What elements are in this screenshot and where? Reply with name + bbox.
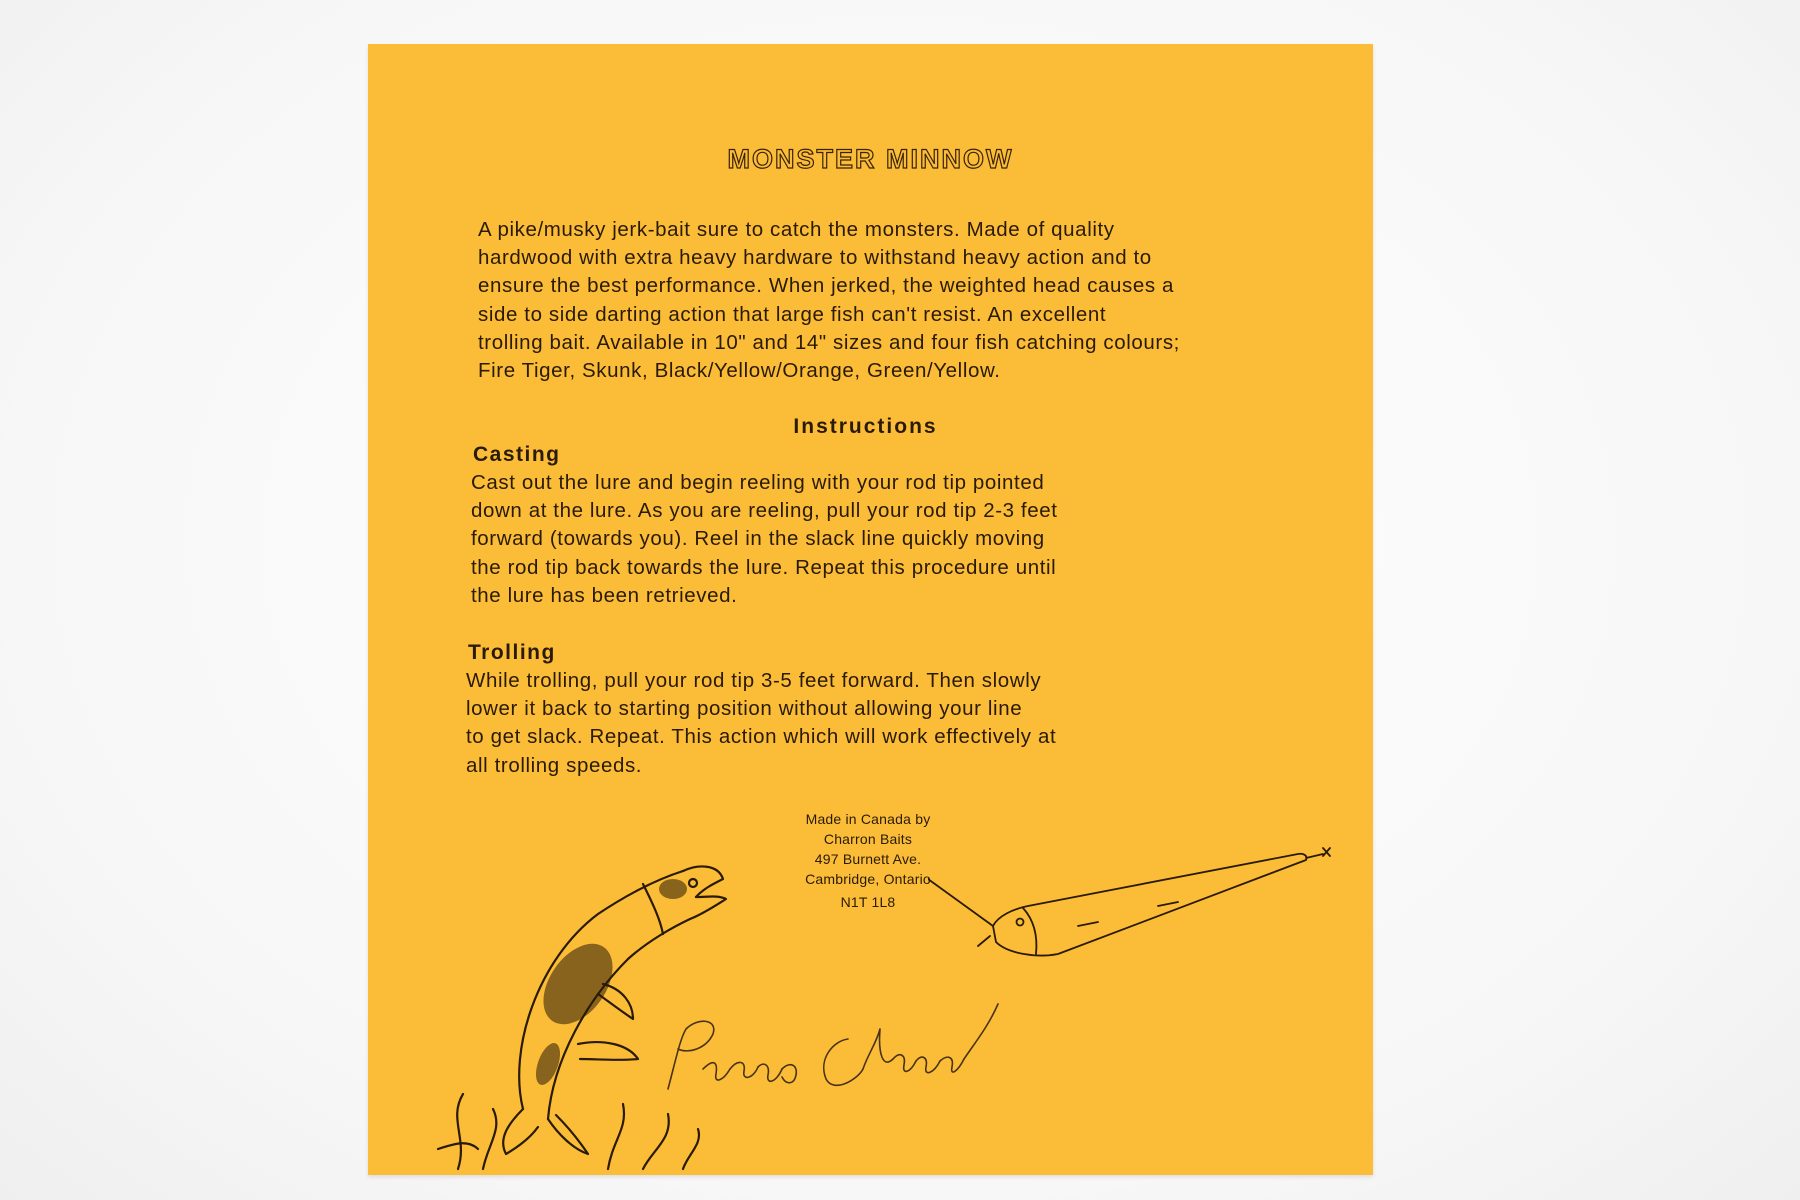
product-description: A pike/musky jerk-bait sure to catch the monsters. Made of quality hardwood with extra heavy hardware to withstand heavy action and to ensure the best performance. When jerked, the weighted head causes a side to side darting action that large fish can't resist. An excellent trolling bait. Available in 10" and 14" sizes and four fish catching colours; Fire Tiger, Skunk, Black/Yellow/Orange, Green/Yellow. — [478, 218, 1180, 383]
jerkbait-lure-icon — [928, 834, 1348, 1014]
maker-line-1: Made in Canada by — [805, 811, 931, 827]
maker-line-2: Charron Baits — [823, 831, 913, 847]
maker-address — [788, 809, 948, 912]
casting-instructions: Cast out the lure and begin reeling with your rod tip pointed down at the lure. As you are reeling, pull your rod tip 2-3 feet forward (towards you). Reel in the slack line quickly moving the rod tip back towards the lure. Repeat this procedure until the lure has been retrieved. — [471, 471, 1058, 607]
instructions-heading — [368, 415, 1373, 439]
signature — [658, 999, 1018, 1109]
pike-illustration-icon — [428, 809, 728, 1179]
maker-line-3: 497 Burnett Ave. — [814, 851, 922, 867]
casting-heading: Casting — [473, 443, 561, 466]
trolling-heading: Trolling — [468, 641, 556, 664]
maker-line-4: Cambridge, Ontario — [805, 871, 931, 887]
instruction-sheet — [368, 44, 1373, 1175]
page-title: MONSTER MINNOW — [727, 144, 1014, 174]
trolling-instructions: While trolling, pull your rod tip 3-5 feet forward. Then slowly lower it back to starting position without allowing your line to get slack. Repeat. This action which will work effectively at all trolling speeds. — [466, 669, 1057, 777]
instructions-heading-text: Instructions — [793, 415, 938, 438]
maker-postal-code: N1T 1L8 — [840, 894, 896, 910]
